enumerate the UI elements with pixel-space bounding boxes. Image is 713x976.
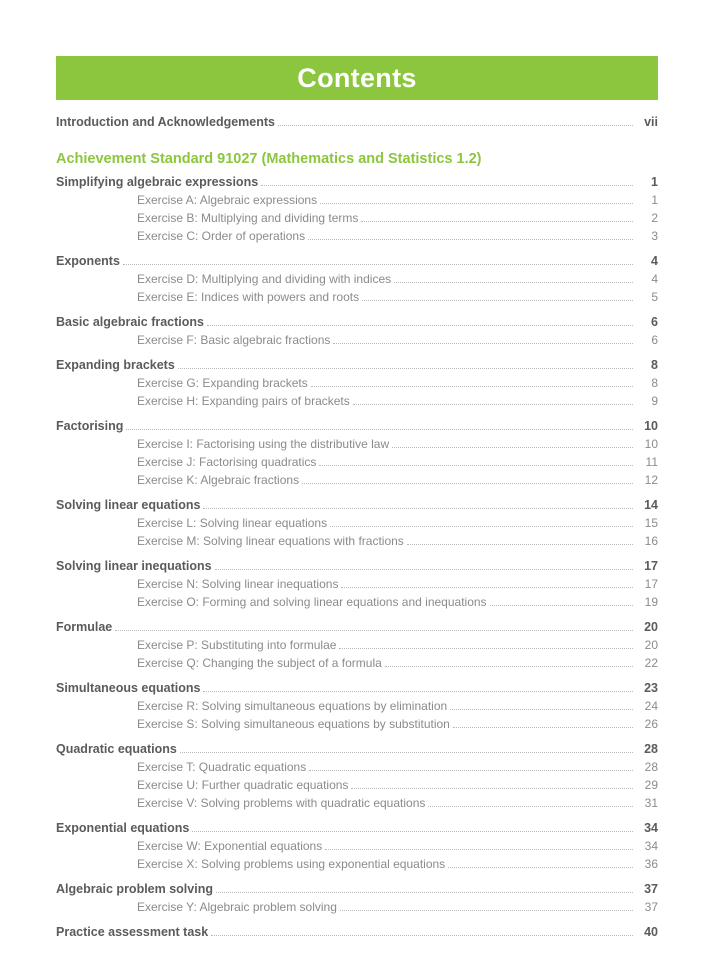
toc-section-entry[interactable]	[56, 498, 658, 512]
toc-entry-page: 19	[644, 595, 658, 609]
toc-entry-label: Introduction and Acknowledgements	[56, 115, 275, 129]
toc-entry-page: 22	[644, 656, 658, 670]
toc-entry-page: 5	[651, 290, 658, 304]
toc-entry-label: Basic algebraic fractions	[56, 315, 204, 329]
toc-entry-label: Exercise W: Exponential equations	[137, 839, 323, 853]
toc-exercise-entry[interactable]	[56, 778, 658, 792]
toc-entry-page: 6	[651, 315, 658, 329]
toc-entry-label: Exponential equations	[56, 821, 190, 835]
toc-exercise-entry[interactable]	[56, 857, 658, 871]
toc-entry-label: Exercise U: Further quadratic equations	[137, 778, 349, 792]
toc-section-entry[interactable]	[56, 681, 658, 695]
dot-leader	[207, 324, 633, 326]
toc-exercise-entry[interactable]	[56, 437, 658, 451]
toc-section-entry[interactable]	[56, 175, 658, 189]
toc-entry-label: Exercise M: Solving linear equations with fractions	[137, 534, 404, 548]
dot-leader	[278, 124, 633, 126]
toc-entry-introduction[interactable]	[56, 113, 658, 129]
toc-exercise-entry[interactable]	[56, 290, 658, 304]
toc-exercise-entry[interactable]	[56, 211, 658, 225]
toc-entry-page: 34	[644, 839, 658, 853]
dot-leader	[394, 281, 633, 283]
dot-leader	[203, 507, 633, 509]
dot-leader	[319, 464, 633, 466]
toc-entry-label: Exercise L: Solving linear equations	[137, 516, 328, 530]
dot-leader	[261, 184, 633, 186]
dot-leader	[340, 909, 633, 911]
toc-entry-label: Simplifying algebraic expressions	[56, 175, 259, 189]
toc-exercise-entry[interactable]	[56, 394, 658, 408]
toc-entry-label: Exercise V: Solving problems with quadratic equations	[137, 796, 426, 810]
toc-entry-label: Exercise O: Forming and solving linear equations and inequations	[137, 595, 487, 609]
dot-leader	[211, 934, 633, 936]
dot-leader	[311, 385, 633, 387]
toc-section-entry[interactable]	[56, 882, 658, 896]
toc-entry-page: 6	[651, 333, 658, 347]
toc-exercise-entry[interactable]	[56, 229, 658, 243]
toc-entry-page: 20	[644, 638, 658, 652]
toc-section-entry[interactable]	[56, 925, 658, 939]
toc-entry-label: Exercise I: Factorising using the distributive law	[137, 437, 390, 451]
toc-exercise-entry[interactable]	[56, 839, 658, 853]
toc-exercise-entry[interactable]	[56, 473, 658, 487]
dot-leader	[361, 220, 633, 222]
toc-entry-page: 1	[651, 193, 658, 207]
dot-leader	[126, 428, 633, 430]
toc-exercise-entry[interactable]	[56, 699, 658, 713]
toc-entry-page: 24	[644, 699, 658, 713]
toc-exercise-entry[interactable]	[56, 516, 658, 530]
toc-exercise-entry[interactable]	[56, 333, 658, 347]
toc-entry-page: 4	[651, 272, 658, 286]
toc-entry-page: 28	[644, 742, 658, 756]
toc-entry-page: 8	[651, 358, 658, 372]
toc-entry-page: 26	[644, 717, 658, 731]
toc-section-entry[interactable]	[56, 315, 658, 329]
toc-exercise-entry[interactable]	[56, 595, 658, 609]
toc-entry-page: vii	[644, 115, 658, 129]
toc-entry-page: 28	[644, 760, 658, 774]
dot-leader	[351, 787, 633, 789]
toc-exercise-entry[interactable]	[56, 577, 658, 591]
toc-entry-page: 10	[644, 419, 658, 433]
toc-section-entry[interactable]	[56, 254, 658, 268]
toc-entry-label: Exercise N: Solving linear inequations	[137, 577, 339, 591]
toc-entry-page: 1	[651, 175, 658, 189]
toc-entry-label: Exercise G: Expanding brackets	[137, 376, 308, 390]
toc-exercise-entry[interactable]	[56, 193, 658, 207]
dot-leader	[353, 403, 633, 405]
dot-leader	[450, 708, 633, 710]
toc-exercise-entry[interactable]	[56, 760, 658, 774]
toc-entry-label: Exercise B: Multiplying and dividing terms	[137, 211, 359, 225]
toc-section-entry[interactable]	[56, 559, 658, 573]
toc-section-entry[interactable]	[56, 742, 658, 756]
toc-entry-page: 4	[651, 254, 658, 268]
toc-entry-label: Exercise P: Substituting into formulae	[137, 638, 337, 652]
toc-entry-page: 2	[651, 211, 658, 225]
toc-entry-label: Exponents	[56, 254, 120, 268]
toc-entry-page: 12	[644, 473, 658, 487]
toc-entry-page: 11	[645, 455, 658, 469]
toc-exercise-entry[interactable]	[56, 796, 658, 810]
toc-entry-label: Factorising	[56, 419, 124, 433]
toc-entry-label: Exercise J: Factorising quadratics	[137, 455, 317, 469]
toc-entry-label: Exercise E: Indices with powers and roots	[137, 290, 360, 304]
toc-entry-page: 10	[644, 437, 658, 451]
dot-leader	[339, 647, 633, 649]
toc-entry-page: 16	[644, 534, 658, 548]
toc-entry-page: 3	[651, 229, 658, 243]
dot-leader	[215, 568, 633, 570]
toc-entry-page: 31	[644, 796, 658, 810]
toc-entry-label: Exercise X: Solving problems using exponential equations	[137, 857, 446, 871]
dot-leader	[123, 263, 633, 265]
dot-leader	[178, 367, 633, 369]
toc-entry-page: 23	[644, 681, 658, 695]
toc-entry-label: Exercise S: Solving simultaneous equations by substitution	[137, 717, 450, 731]
toc-entry-label: Simultaneous equations	[56, 681, 201, 695]
toc-section-entry[interactable]	[56, 620, 658, 634]
toc-entry-label: Solving linear equations	[56, 498, 201, 512]
toc-entry-page: 20	[644, 620, 658, 634]
toc-entry-label: Exercise D: Multiplying and dividing with indices	[137, 272, 392, 286]
toc-exercise-entry[interactable]	[56, 272, 658, 286]
contents-header-banner	[56, 56, 658, 100]
toc-section-entry[interactable]	[56, 358, 658, 372]
toc-entry-page: 37	[644, 882, 658, 896]
dot-leader	[325, 848, 633, 850]
toc-entry-list	[56, 175, 658, 939]
toc-entry-page: 9	[651, 394, 658, 408]
toc-entry-label: Formulae	[56, 620, 113, 634]
toc-entry-label: Exercise A: Algebraic expressions	[137, 193, 318, 207]
table-of-contents	[56, 113, 658, 939]
dot-leader	[320, 202, 633, 204]
toc-entry-page: 15	[644, 516, 658, 530]
dot-leader	[180, 751, 633, 753]
dot-leader	[453, 726, 633, 728]
dot-leader	[203, 690, 633, 692]
toc-exercise-entry[interactable]	[56, 638, 658, 652]
toc-entry-label: Expanding brackets	[56, 358, 175, 372]
toc-entry-label: Exercise Q: Changing the subject of a formula	[137, 656, 382, 670]
toc-entry-label: Practice assessment task	[56, 925, 209, 939]
toc-entry-page: 8	[651, 376, 658, 390]
dot-leader	[308, 238, 633, 240]
toc-entry-label: Exercise Y: Algebraic problem solving	[137, 900, 337, 914]
dot-leader	[330, 525, 633, 527]
toc-entry-label: Exercise K: Algebraic fractions	[137, 473, 300, 487]
dot-leader	[192, 830, 633, 832]
toc-entry-page: 14	[644, 498, 658, 512]
page-title: Contents	[297, 62, 417, 93]
toc-entry-label: Exercise T: Quadratic equations	[137, 760, 307, 774]
toc-entry-label: Exercise F: Basic algebraic fractions	[137, 333, 331, 347]
dot-leader	[341, 586, 633, 588]
toc-entry-page: 17	[644, 559, 658, 573]
toc-entry-page: 36	[644, 857, 658, 871]
achievement-standard-heading: Achievement Standard 91027 (Mathematics and Statistics 1.2)	[56, 151, 482, 167]
dot-leader	[448, 866, 633, 868]
dot-leader	[490, 604, 633, 606]
toc-section-entry[interactable]	[56, 821, 658, 835]
toc-section-entry[interactable]	[56, 419, 658, 433]
dot-leader	[392, 446, 633, 448]
toc-entry-page: 37	[644, 900, 658, 914]
dot-leader	[362, 299, 633, 301]
toc-exercise-entry[interactable]	[56, 717, 658, 731]
dot-leader	[407, 543, 633, 545]
dot-leader	[115, 629, 633, 631]
toc-exercise-entry[interactable]	[56, 900, 658, 914]
dot-leader	[428, 805, 633, 807]
toc-entry-page: 40	[644, 925, 658, 939]
dot-leader	[309, 769, 633, 771]
toc-entry-label: Exercise H: Expanding pairs of brackets	[137, 394, 350, 408]
toc-entry-page: 17	[644, 577, 658, 591]
toc-entry-label: Solving linear inequations	[56, 559, 212, 573]
toc-entry-label: Exercise C: Order of operations	[137, 229, 306, 243]
toc-exercise-entry[interactable]	[56, 376, 658, 390]
toc-exercise-entry[interactable]	[56, 534, 658, 548]
toc-entry-label: Exercise R: Solving simultaneous equations by elimination	[137, 699, 448, 713]
toc-entry-label: Algebraic problem solving	[56, 882, 213, 896]
toc-exercise-entry[interactable]	[56, 455, 658, 469]
dot-leader	[302, 482, 633, 484]
dot-leader	[216, 891, 633, 893]
dot-leader	[385, 665, 633, 667]
toc-entry-page: 34	[644, 821, 658, 835]
dot-leader	[333, 342, 633, 344]
toc-entry-label: Quadratic equations	[56, 742, 177, 756]
toc-entry-page: 29	[644, 778, 658, 792]
toc-exercise-entry[interactable]	[56, 656, 658, 670]
